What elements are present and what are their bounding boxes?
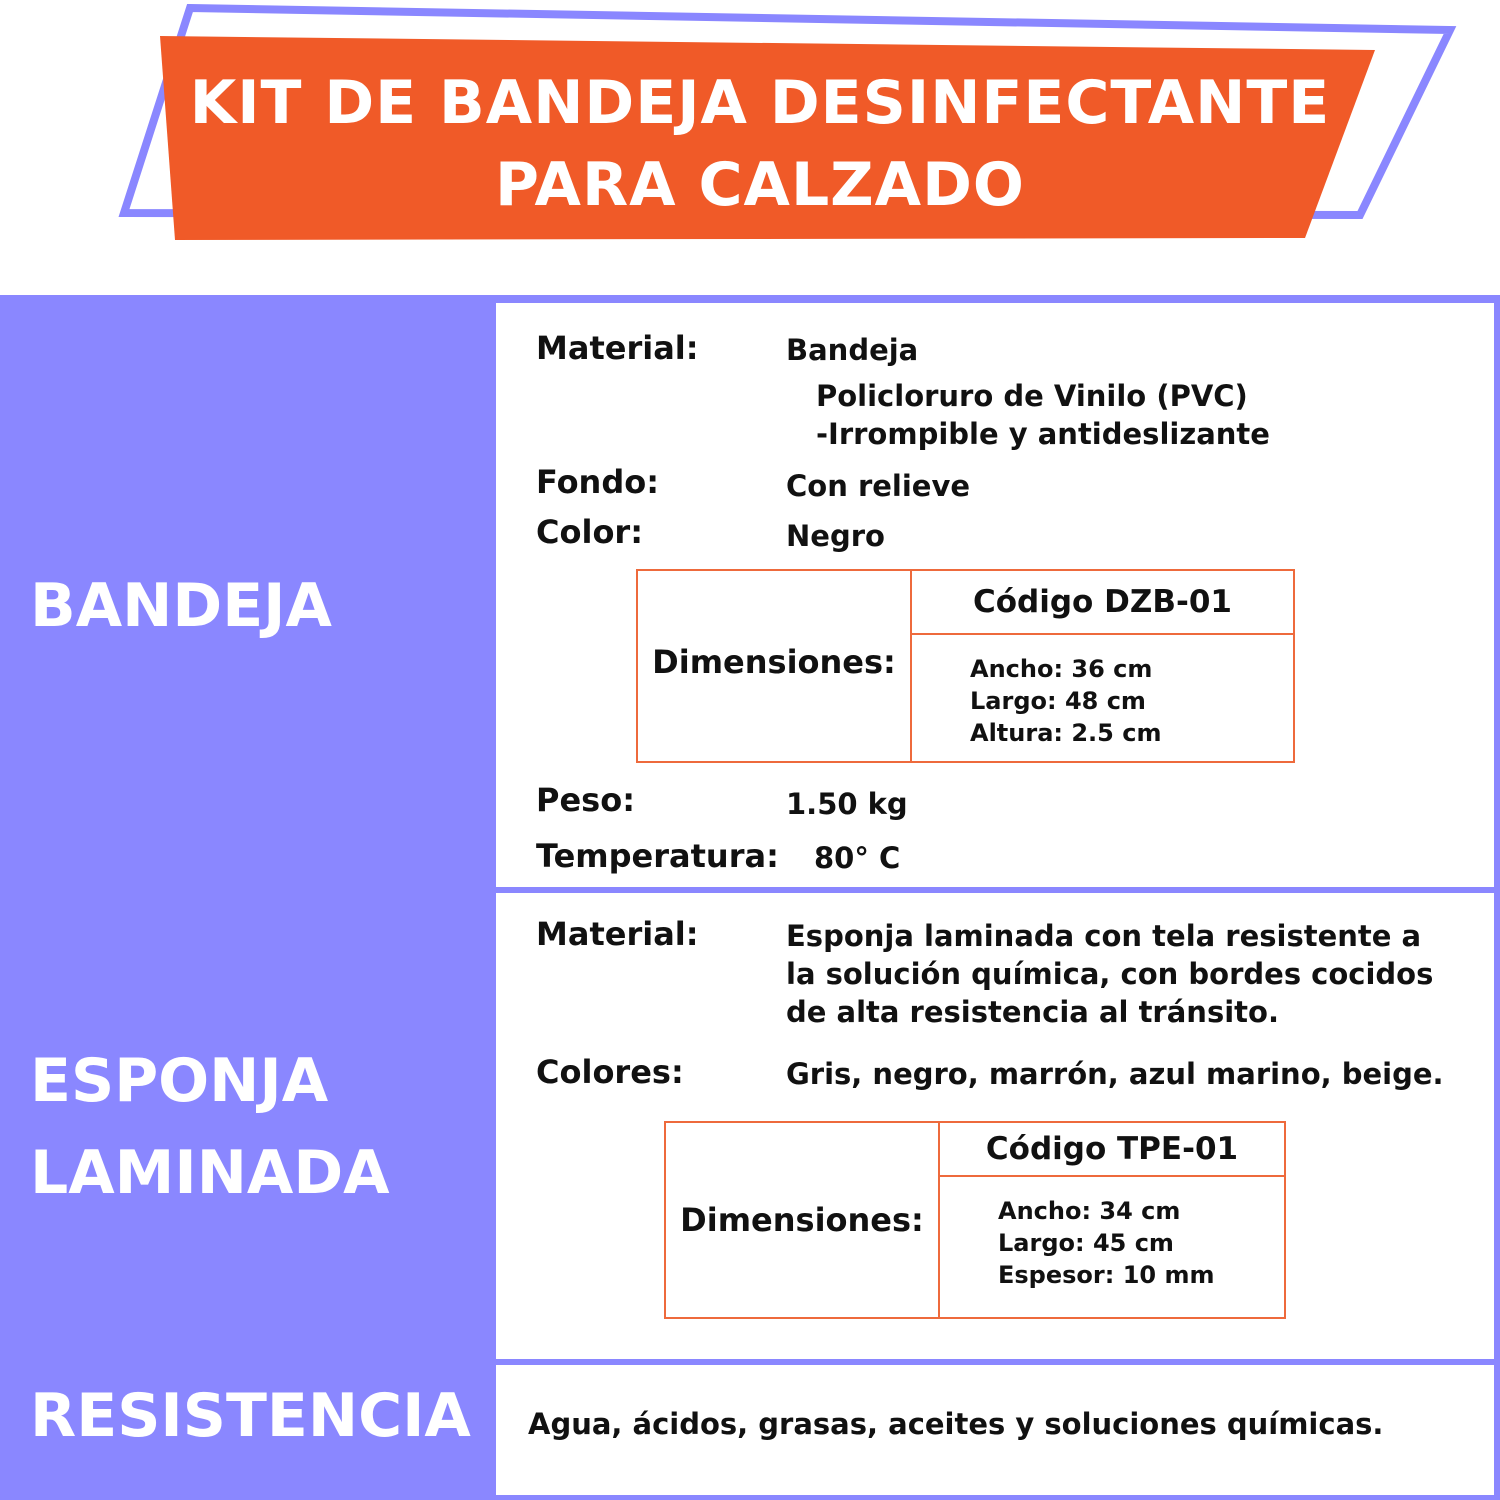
bandeja-material-line-3: -Irrompible y antideslizante: [816, 417, 1270, 451]
bandeja-color-value: Negro: [786, 519, 885, 553]
esponja-dimensions-label: Dimensiones:: [680, 1201, 924, 1239]
esponja-material-label: Material:: [536, 915, 699, 953]
title-line-1: KIT DE BANDEJA DESINFECTANTE: [189, 68, 1331, 138]
bandeja-temperatura-label: Temperatura:: [536, 837, 779, 875]
page-title: [160, 62, 1360, 226]
bandeja-dimensions-label: Dimensiones:: [652, 643, 896, 681]
bandeja-temperatura-value: 80° C: [814, 841, 901, 875]
bandeja-material-value: Bandeja: [786, 333, 919, 367]
bandeja-dim-altura: Altura: 2.5 cm: [970, 719, 1162, 747]
bandeja-dimensions-label-cell: [638, 571, 912, 761]
spec-table: [0, 295, 1500, 1500]
bandeja-fondo-value: Con relieve: [786, 469, 971, 503]
title-line-2: PARA CALZADO: [495, 150, 1025, 220]
bandeja-dim-largo: Largo: 48 cm: [970, 687, 1146, 715]
esponja-dimensions-box: [664, 1121, 1286, 1319]
bandeja-fondo-label: Fondo:: [536, 463, 660, 501]
esponja-material-line-2: la solución química, con bordes cocidos: [786, 957, 1434, 991]
bandeja-material-line-2: Policloruro de Vinilo (PVC): [816, 379, 1248, 413]
esponja-dim-largo: Largo: 45 cm: [998, 1229, 1174, 1257]
esponja-material-line-3: de alta resistencia al tránsito.: [786, 995, 1279, 1029]
esponja-dimensions-values: [940, 1179, 1284, 1317]
esponja-dim-ancho: Ancho: 34 cm: [998, 1197, 1181, 1225]
bandeja-color-label: Color:: [536, 513, 643, 551]
resistencia-details: [496, 1365, 1494, 1495]
bandeja-dimensions-box: [636, 569, 1295, 763]
esponja-details: [496, 893, 1494, 1359]
esponja-dimensions-label-cell: [666, 1123, 940, 1317]
title-banner: [0, 0, 1500, 260]
bandeja-material-label: Material:: [536, 329, 699, 367]
bandeja-peso-value: 1.50 kg: [786, 787, 908, 821]
bandeja-dimensions-values: [912, 637, 1293, 761]
bandeja-peso-label: Peso:: [536, 781, 635, 819]
section-label-bandeja: BANDEJA: [30, 571, 332, 641]
esponja-dimensions-code: Código TPE-01: [940, 1123, 1284, 1177]
section-label-resistencia: RESISTENCIA: [30, 1381, 471, 1451]
esponja-colores-value: Gris, negro, marrón, azul marino, beige.: [786, 1057, 1444, 1091]
esponja-label-line-1: ESPONJA: [30, 1046, 329, 1116]
section-label-esponja: [30, 1035, 390, 1219]
esponja-colores-label: Colores:: [536, 1053, 684, 1091]
esponja-label-line-2: LAMINADA: [30, 1138, 390, 1208]
esponja-material-line-1: Esponja laminada con tela resistente a: [786, 919, 1422, 953]
resistencia-value: Agua, ácidos, grasas, aceites y soluciones químicas.: [528, 1407, 1384, 1441]
bandeja-dimensions-code: Código DZB-01: [912, 571, 1293, 635]
bandeja-details: [496, 303, 1494, 887]
esponja-dim-espesor: Espesor: 10 mm: [998, 1261, 1215, 1289]
bandeja-dim-ancho: Ancho: 36 cm: [970, 655, 1153, 683]
